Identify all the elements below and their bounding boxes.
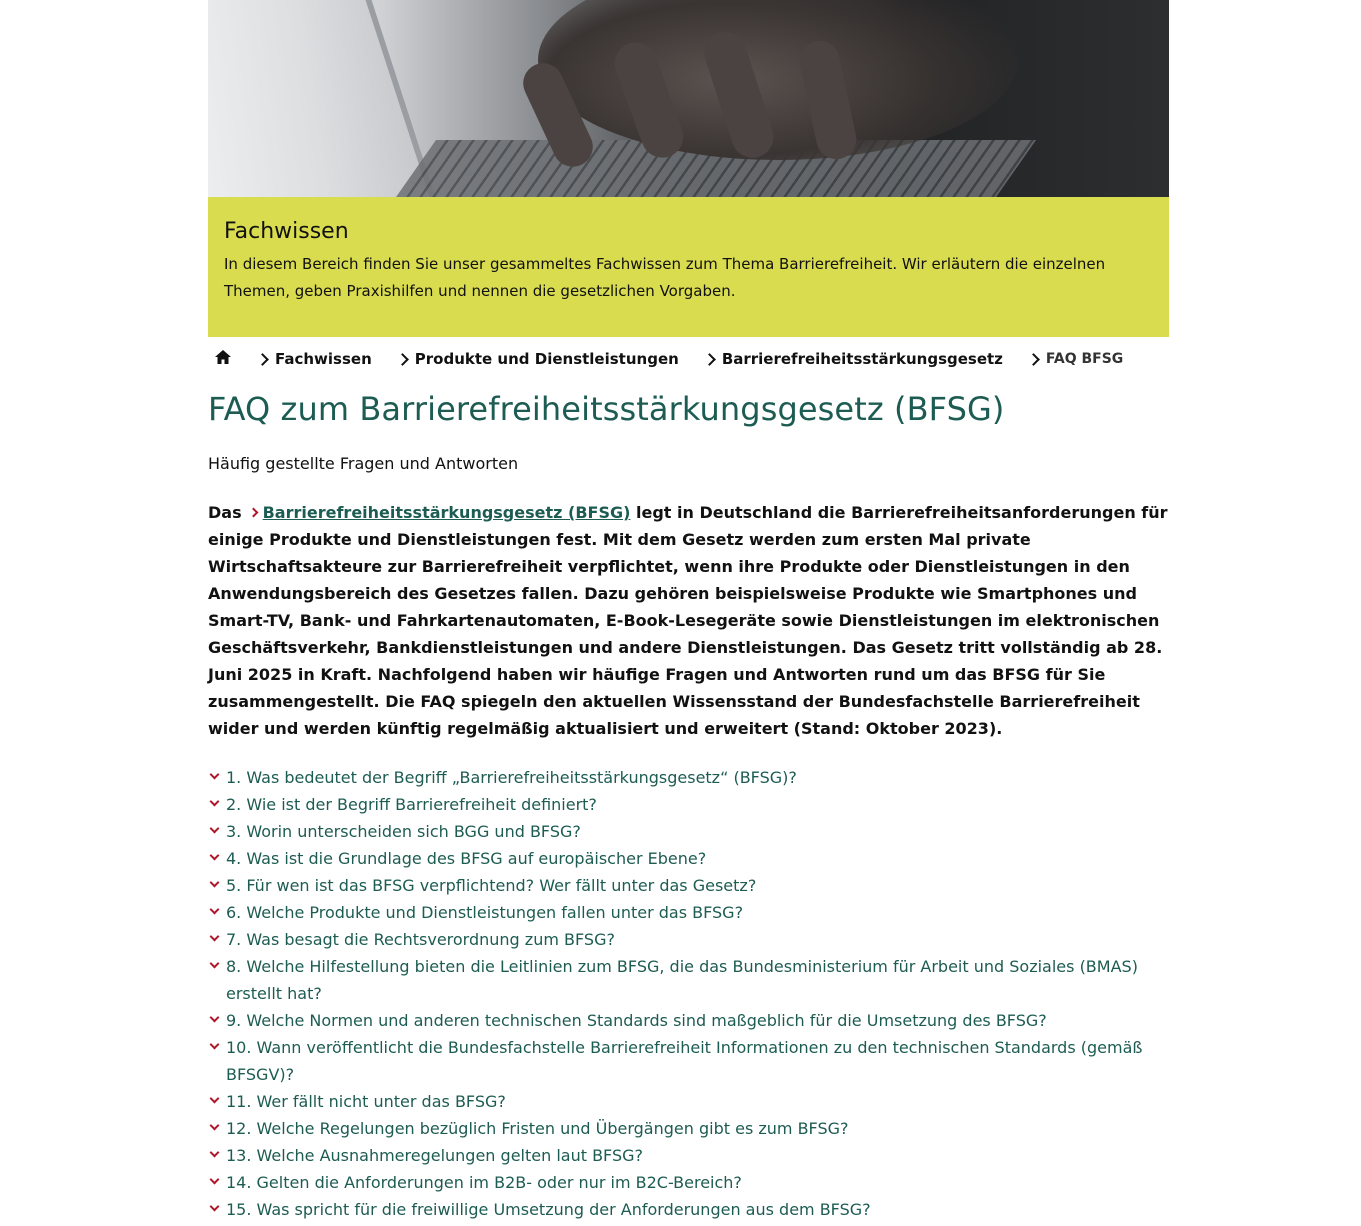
- faq-question[interactable]: 6. Welche Produkte und Dienstleistungen fallen unter das BFSG?: [226, 903, 744, 922]
- chevron-down-icon: [210, 851, 220, 861]
- intro-text: legt in Deutschland die Barrierefreiheitsanforderungen für einige Produkte und Dienstleistungen fest. Mit dem Gesetz werden zum ersten Mal private Wirtschaftsakteure zur Barrierefreiheit verpflichtet, wenn ihre Produkte oder Dienstleistungen in den Anwendungsbereich des Gesetzes fallen. Dazu gehören beispielsweise Produkte wie Smartphones und Smart-TV, Bank- und Fahrkartenautomaten, E-Book-Lesegeräte sowie Dienstleistungen im elektronischen Geschäftsverkehr, Bankdienstleistungen und andere Dienstleistungen. Das Gesetz tritt vollständig ab 28. Juni 2025 in Kraft. Nachfolgend haben wir häufige Fragen und Antworten rund um das BFSG für Sie zusammengestellt. Die FAQ spiegeln den aktuellen Wissensstand der Bundesfachstelle Barrierefreiheit wider und werden künftig regelmäßig aktualisiert und erweitert (Stand: Oktober 2023).: [208, 503, 1168, 738]
- faq-item[interactable]: [208, 764, 1169, 791]
- faq-item[interactable]: [208, 1196, 1169, 1223]
- faq-question[interactable]: 12. Welche Regelungen bezüglich Fristen und Übergängen gibt es zum BFSG?: [226, 1119, 849, 1138]
- chevron-down-icon: [210, 770, 220, 780]
- breadcrumb-item[interactable]: Barrierefreiheitsstärkungsgesetz: [721, 350, 1003, 368]
- breadcrumb-current: FAQ BFSG: [1045, 351, 1124, 367]
- page-subtitle: Häufig gestellte Fragen und Antworten: [208, 454, 519, 473]
- faq-item[interactable]: [208, 926, 1169, 953]
- faq-item[interactable]: [208, 818, 1169, 845]
- chevron-right-icon: [1027, 353, 1040, 366]
- faq-item[interactable]: [208, 791, 1169, 818]
- faq-item[interactable]: [208, 1034, 1169, 1088]
- link-arrow-icon: [248, 508, 258, 518]
- home-icon[interactable]: [214, 348, 232, 366]
- chevron-right-icon: [703, 353, 716, 366]
- breadcrumb-item[interactable]: Fachwissen: [275, 350, 372, 368]
- intro-prefix: Das: [208, 503, 242, 522]
- chevron-down-icon: [210, 959, 220, 969]
- page-title: FAQ zum Barrierefreiheitsstärkungsgesetz (BFSG): [208, 390, 1005, 428]
- breadcrumb: [208, 337, 1169, 381]
- faq-question[interactable]: 9. Welche Normen und anderen technischen Standards sind maßgeblich für die Umsetzung des BFSG?: [226, 1011, 1047, 1030]
- chevron-down-icon: [210, 1202, 220, 1212]
- laptop-screen: [208, 0, 446, 197]
- chevron-right-icon: [396, 353, 409, 366]
- bfsg-link[interactable]: Barrierefreiheitsstärkungsgesetz (BFSG): [262, 503, 631, 522]
- faq-item[interactable]: [208, 1115, 1169, 1142]
- hero-image: [208, 0, 1169, 197]
- faq-list: [208, 764, 1169, 1223]
- chevron-down-icon: [210, 797, 220, 807]
- faq-item[interactable]: [208, 1169, 1169, 1196]
- faq-question[interactable]: 4. Was ist die Grundlage des BFSG auf europäischer Ebene?: [226, 849, 707, 868]
- hand-shape: [538, 0, 1018, 160]
- faq-question[interactable]: 15. Was spricht für die freiwillige Umsetzung der Anforderungen aus dem BFSG?: [226, 1200, 871, 1219]
- chevron-down-icon: [210, 1148, 220, 1158]
- chevron-right-icon: [256, 353, 269, 366]
- chevron-down-icon: [210, 1094, 220, 1104]
- faq-question[interactable]: 14. Gelten die Anforderungen im B2B- oder nur im B2C-Bereich?: [226, 1173, 742, 1192]
- faq-question[interactable]: 10. Wann veröffentlicht die Bundesfachstelle Barrierefreiheit Informationen zu den technischen Standards (gemäß BFSGV)?: [226, 1038, 1143, 1084]
- breadcrumb-item[interactable]: Produkte und Dienstleistungen: [414, 350, 679, 368]
- banner-text: In diesem Bereich finden Sie unser gesammeltes Fachwissen zum Thema Barrierefreiheit. Wir erläutern die einzelnen Themen, geben Praxishilfen und nennen die gesetzlichen Vorgaben.: [224, 255, 1106, 300]
- faq-question[interactable]: 3. Worin unterscheiden sich BGG und BFSG?: [226, 822, 581, 841]
- chevron-down-icon: [210, 878, 220, 888]
- faq-question[interactable]: 11. Wer fällt nicht unter das BFSG?: [226, 1092, 506, 1111]
- faq-item[interactable]: [208, 845, 1169, 872]
- chevron-down-icon: [210, 1175, 220, 1185]
- banner-title: Fachwissen: [224, 219, 349, 244]
- faq-item[interactable]: [208, 1007, 1169, 1034]
- chevron-down-icon: [210, 1121, 220, 1131]
- chevron-down-icon: [210, 824, 220, 834]
- faq-question[interactable]: 8. Welche Hilfestellung bieten die Leitlinien zum BFSG, die das Bundesministerium für Arbeit und Soziales (BMAS) erstellt hat?: [226, 957, 1138, 1003]
- faq-question[interactable]: 13. Welche Ausnahmeregelungen gelten laut BFSG?: [226, 1146, 644, 1165]
- faq-item[interactable]: [208, 953, 1169, 1007]
- faq-item[interactable]: [208, 1088, 1169, 1115]
- faq-question[interactable]: 2. Wie ist der Begriff Barrierefreiheit definiert?: [226, 795, 597, 814]
- section-banner: [208, 197, 1169, 337]
- faq-question[interactable]: 1. Was bedeutet der Begriff „Barrierefreiheitsstärkungsgesetz“ (BFSG)?: [226, 768, 797, 787]
- chevron-down-icon: [210, 1040, 220, 1050]
- page-content: [208, 0, 1169, 1223]
- faq-question[interactable]: 7. Was besagt die Rechtsverordnung zum BFSG?: [226, 930, 615, 949]
- faq-item[interactable]: [208, 1142, 1169, 1169]
- chevron-down-icon: [210, 1013, 220, 1023]
- chevron-down-icon: [210, 932, 220, 942]
- intro-paragraph: [208, 499, 1169, 742]
- faq-item[interactable]: [208, 872, 1169, 899]
- faq-item[interactable]: [208, 899, 1169, 926]
- faq-question[interactable]: 5. Für wen ist das BFSG verpflichtend? Wer fällt unter das Gesetz?: [226, 876, 757, 895]
- chevron-down-icon: [210, 905, 220, 915]
